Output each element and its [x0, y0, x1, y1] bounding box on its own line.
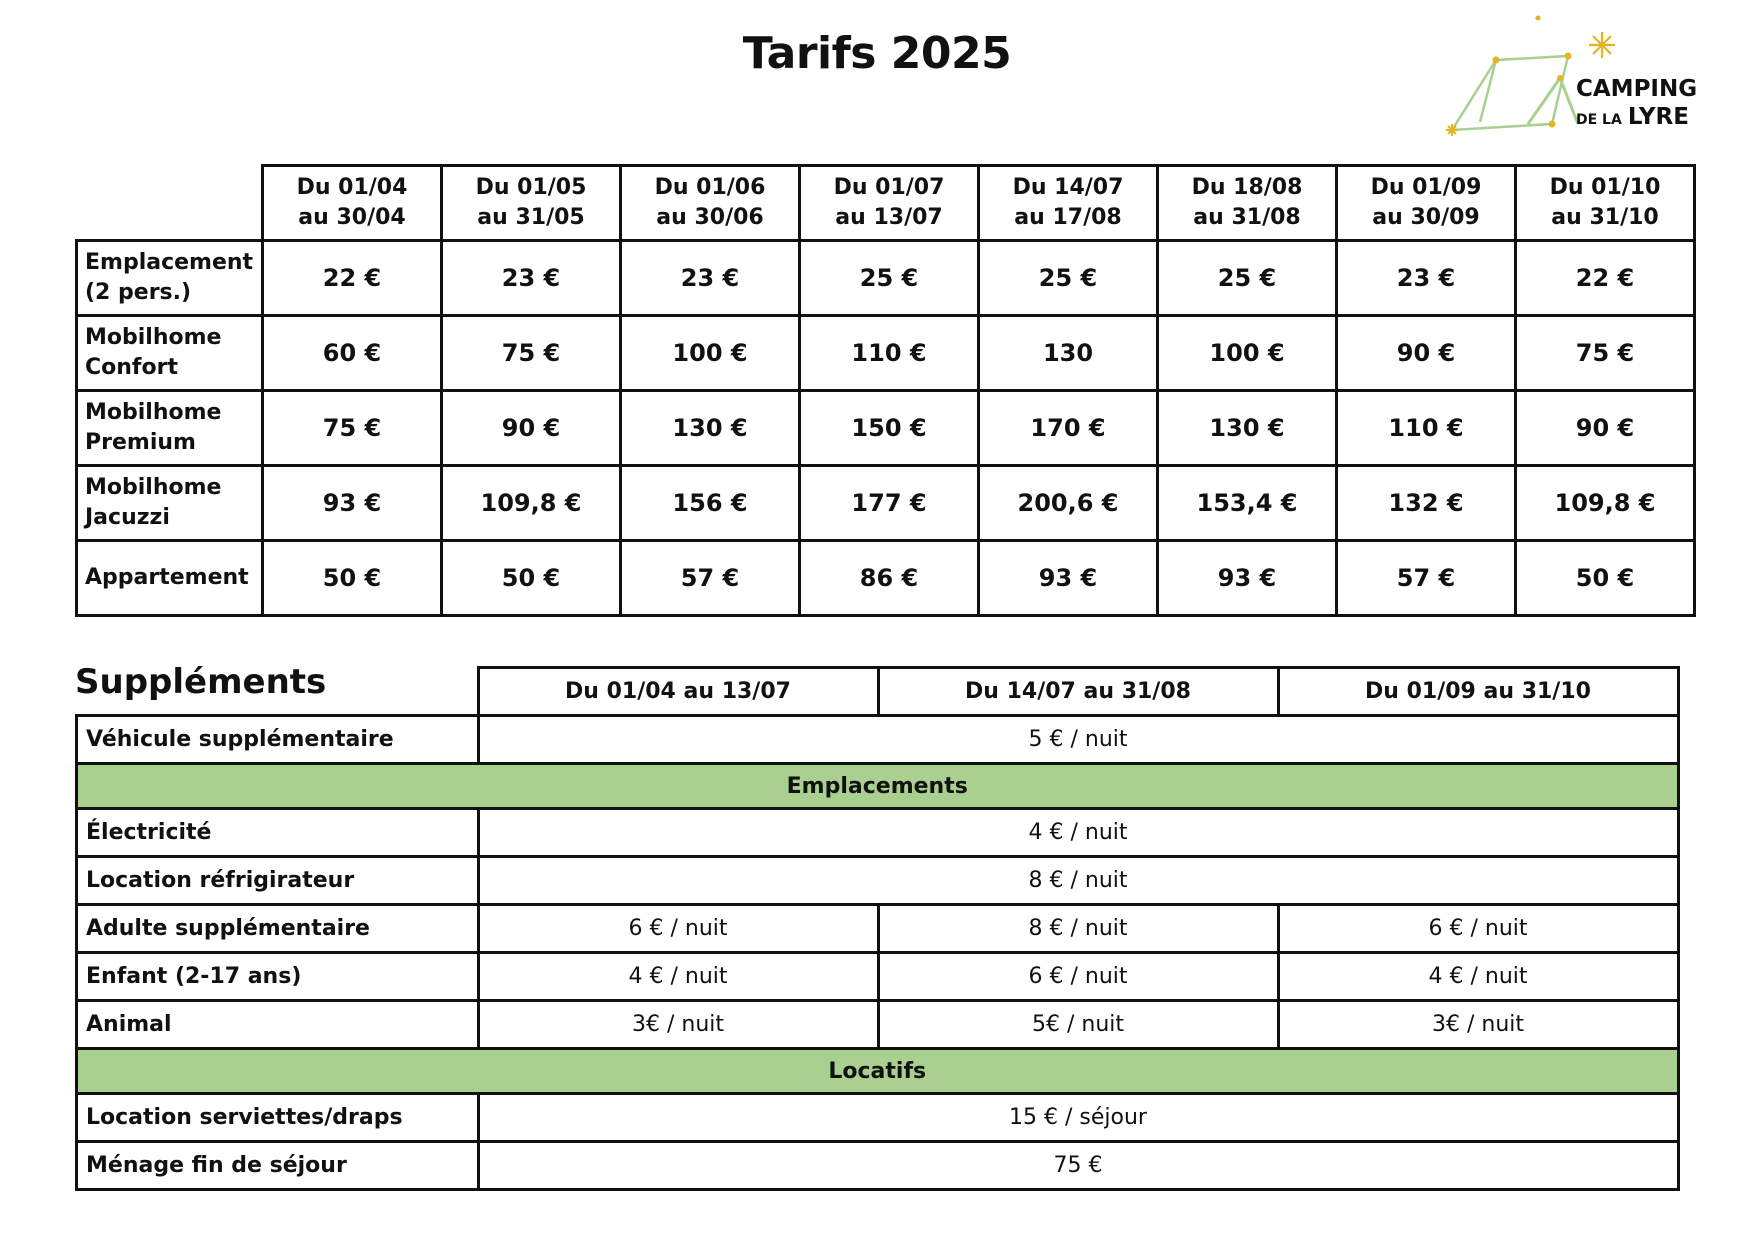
table-row [77, 905, 1679, 953]
price-cell: 90 € [442, 391, 621, 466]
table-row [77, 716, 1679, 764]
period-header [1516, 166, 1695, 241]
accommodation-label-line: (2 pers.) [85, 280, 192, 305]
price-cell: 110 € [800, 316, 979, 391]
table-row [77, 1001, 1679, 1049]
price-cell: 109,8 € [1516, 466, 1695, 541]
price-cell: 23 € [621, 241, 800, 316]
page-title: Tarifs 2025 [742, 28, 1012, 79]
table-row [77, 466, 1695, 541]
supplement-label: Location serviettes/draps [77, 1094, 479, 1142]
period-header-line: au 30/06 [656, 205, 764, 230]
price-cell: 22 € [1516, 241, 1695, 316]
price-cell: 153,4 € [1158, 466, 1337, 541]
section-header: Emplacements [77, 764, 1679, 809]
period-header-line: au 30/04 [298, 205, 406, 230]
price-cell: 132 € [1337, 466, 1516, 541]
period-header-line: au 13/07 [835, 205, 943, 230]
price-cell: 109,8 € [442, 466, 621, 541]
period-header [621, 166, 800, 241]
supplement-value: 5€ / nuit [878, 1001, 1278, 1049]
price-cell: 130 [979, 316, 1158, 391]
table-row [77, 316, 1695, 391]
period-header-line: Du 14/07 [1012, 175, 1124, 200]
logo-text-de-la: DE LA [1576, 112, 1622, 128]
table-row [77, 809, 1679, 857]
supplement-value: 6 € / nuit [1278, 905, 1678, 953]
section-header: Locatifs [77, 1049, 1679, 1094]
period-header-line: Du 01/10 [1549, 175, 1661, 200]
supplement-value: 3€ / nuit [478, 1001, 878, 1049]
period-header-line: Du 18/08 [1191, 175, 1303, 200]
period-header-line: Du 01/09 [1370, 175, 1482, 200]
price-cell: 86 € [800, 541, 979, 616]
period-header-line: Du 01/06 [654, 175, 766, 200]
price-cell: 150 € [800, 391, 979, 466]
price-cell: 23 € [1337, 241, 1516, 316]
price-cell: 130 € [621, 391, 800, 466]
supplement-value: 75 € [478, 1142, 1678, 1190]
price-cell: 200,6 € [979, 466, 1158, 541]
price-cell: 57 € [621, 541, 800, 616]
price-cell: 170 € [979, 391, 1158, 466]
supplement-label: Location réfrigirateur [77, 857, 479, 905]
price-cell: 75 € [263, 391, 442, 466]
table-row [77, 1049, 1679, 1094]
accommodation-label-line: Emplacement [85, 250, 254, 275]
supplements-title: Suppléments [75, 662, 327, 702]
period-header-line: au 30/09 [1372, 205, 1480, 230]
accommodation-label-line: Mobilhome [85, 475, 222, 500]
price-cell: 50 € [1516, 541, 1695, 616]
period-header-line: au 31/05 [477, 205, 585, 230]
accommodation-label-line: Mobilhome [85, 400, 222, 425]
accommodation-label-line: Jacuzzi [85, 505, 170, 530]
supplement-period-header: Du 14/07 au 31/08 [878, 668, 1278, 716]
period-header [1337, 166, 1516, 241]
period-header [263, 166, 442, 241]
period-header [800, 166, 979, 241]
period-header-line: Du 01/05 [475, 175, 587, 200]
accommodation-label-line: Premium [85, 430, 196, 455]
supplement-period-header: Du 01/04 au 13/07 [478, 668, 878, 716]
supplement-value: 15 € / séjour [478, 1094, 1678, 1142]
price-cell: 100 € [621, 316, 800, 391]
period-header [979, 166, 1158, 241]
price-cell: 93 € [1158, 541, 1337, 616]
accommodation-label-line: Appartement [85, 565, 249, 590]
supplements-table [75, 666, 1680, 1191]
price-cell: 93 € [263, 466, 442, 541]
price-cell: 90 € [1516, 391, 1695, 466]
period-header-line: au 31/10 [1551, 205, 1659, 230]
supplement-label: Animal [77, 1001, 479, 1049]
supplement-value: 5 € / nuit [478, 716, 1678, 764]
tarifs-corner [77, 166, 263, 241]
price-cell: 100 € [1158, 316, 1337, 391]
price-cell: 50 € [263, 541, 442, 616]
supplement-period-header: Du 01/09 au 31/10 [1278, 668, 1678, 716]
tarifs-table [75, 164, 1696, 617]
price-cell: 25 € [979, 241, 1158, 316]
table-row [77, 764, 1679, 809]
price-cell: 23 € [442, 241, 621, 316]
accommodation-label [77, 316, 263, 391]
period-header-line: au 31/08 [1193, 205, 1301, 230]
table-row [77, 541, 1695, 616]
table-row [77, 857, 1679, 905]
price-cell: 25 € [800, 241, 979, 316]
logo-text-camping: CAMPING [1576, 76, 1698, 102]
price-cell: 60 € [263, 316, 442, 391]
price-cell: 90 € [1337, 316, 1516, 391]
supplement-label: Électricité [77, 809, 479, 857]
accommodation-label [77, 541, 263, 616]
supplement-value: 4 € / nuit [478, 953, 878, 1001]
supplement-label: Véhicule supplémentaire [77, 716, 479, 764]
accommodation-label-line: Mobilhome [85, 325, 222, 350]
supplement-value: 8 € / nuit [878, 905, 1278, 953]
accommodation-label-line: Confort [85, 355, 178, 380]
supplement-label: Enfant (2-17 ans) [77, 953, 479, 1001]
accommodation-label [77, 391, 263, 466]
table-row [77, 391, 1695, 466]
supplement-value: 8 € / nuit [478, 857, 1678, 905]
period-header [442, 166, 621, 241]
accommodation-label [77, 241, 263, 316]
price-cell: 57 € [1337, 541, 1516, 616]
price-cell: 22 € [263, 241, 442, 316]
logo-text-lyre-word: LYRE [1627, 104, 1689, 130]
period-header [1158, 166, 1337, 241]
supplements-corner [77, 668, 479, 716]
supplement-label: Adulte supplémentaire [77, 905, 479, 953]
supplement-value: 4 € / nuit [1278, 953, 1678, 1001]
table-row [77, 1094, 1679, 1142]
table-row [77, 241, 1695, 316]
supplement-value: 6 € / nuit [478, 905, 878, 953]
price-cell: 156 € [621, 466, 800, 541]
price-cell: 177 € [800, 466, 979, 541]
price-cell: 75 € [1516, 316, 1695, 391]
supplement-label: Ménage fin de séjour [77, 1142, 479, 1190]
table-row [77, 953, 1679, 1001]
price-cell: 110 € [1337, 391, 1516, 466]
price-cell: 130 € [1158, 391, 1337, 466]
period-header-line: Du 01/04 [296, 175, 408, 200]
price-cell: 93 € [979, 541, 1158, 616]
supplement-value: 6 € / nuit [878, 953, 1278, 1001]
supplement-value: 3€ / nuit [1278, 1001, 1678, 1049]
price-cell: 25 € [1158, 241, 1337, 316]
table-row [77, 1142, 1679, 1190]
period-header-line: au 17/08 [1014, 205, 1122, 230]
accommodation-label [77, 466, 263, 541]
price-cell: 75 € [442, 316, 621, 391]
supplement-value: 4 € / nuit [478, 809, 1678, 857]
logo-text-lyre [1576, 104, 1689, 130]
period-header-line: Du 01/07 [833, 175, 945, 200]
price-cell: 50 € [442, 541, 621, 616]
